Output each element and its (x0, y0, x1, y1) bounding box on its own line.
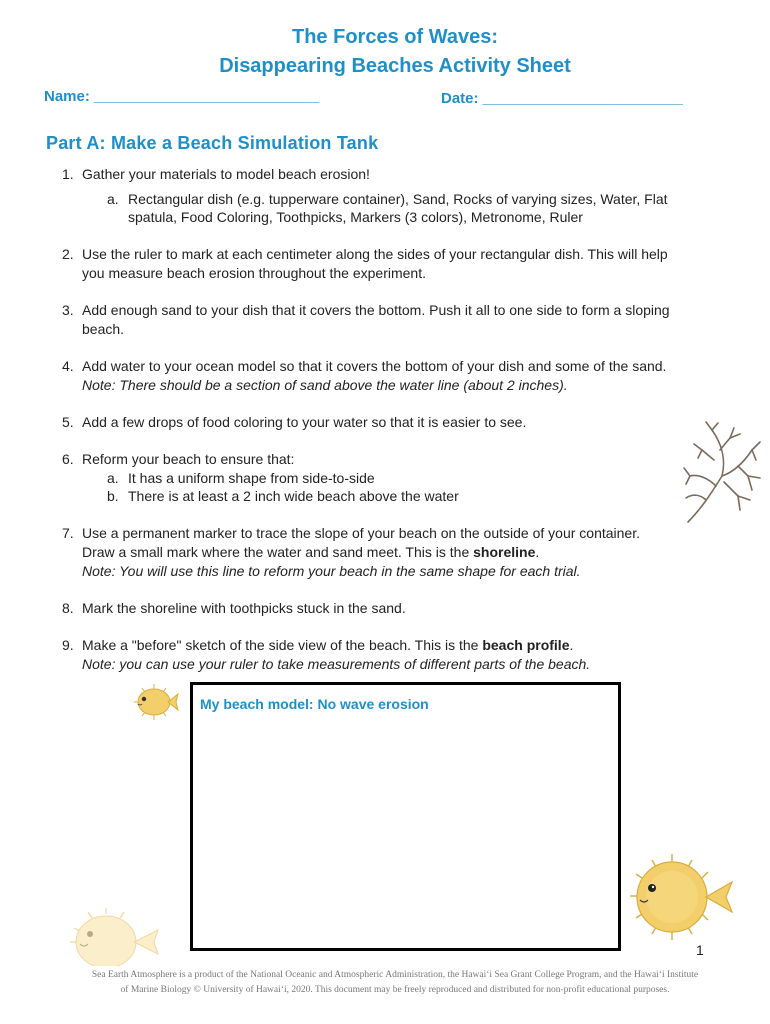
part-a-title: Part A: Make a Beach Simulation Tank (46, 133, 379, 153)
date-field[interactable]: Date: ________________________ (441, 90, 683, 107)
term-beach-profile: beach profile (482, 637, 570, 653)
pufferfish-small-icon (130, 682, 180, 722)
page-title-line2: Disappearing Beaches Activity Sheet (219, 55, 571, 77)
pufferfish-pale-icon (66, 906, 162, 966)
coral-icon (682, 420, 764, 524)
term-shoreline: shoreline (473, 544, 536, 560)
name-field[interactable]: Name: ___________________________ (44, 88, 320, 105)
pufferfish-large-icon (626, 852, 738, 942)
footer-credits: Sea Earth Atmosphere is a product of the National Oceanic and Atmospheric Administration, the Hawaiʻi Sea Grant College Program, and the Hawaiʻi Institute of Marine Biology © University of Hawaiʻi, 2020. This document may be freely reproduced and distributed for non-profit educational purposes. (91, 970, 699, 995)
page-number: 1 (696, 942, 704, 958)
sketch-area-label: My beach model: No wave erosion (200, 696, 429, 712)
sketch-area[interactable] (190, 682, 621, 951)
page-title-line1: The Forces of Waves: (292, 26, 498, 48)
